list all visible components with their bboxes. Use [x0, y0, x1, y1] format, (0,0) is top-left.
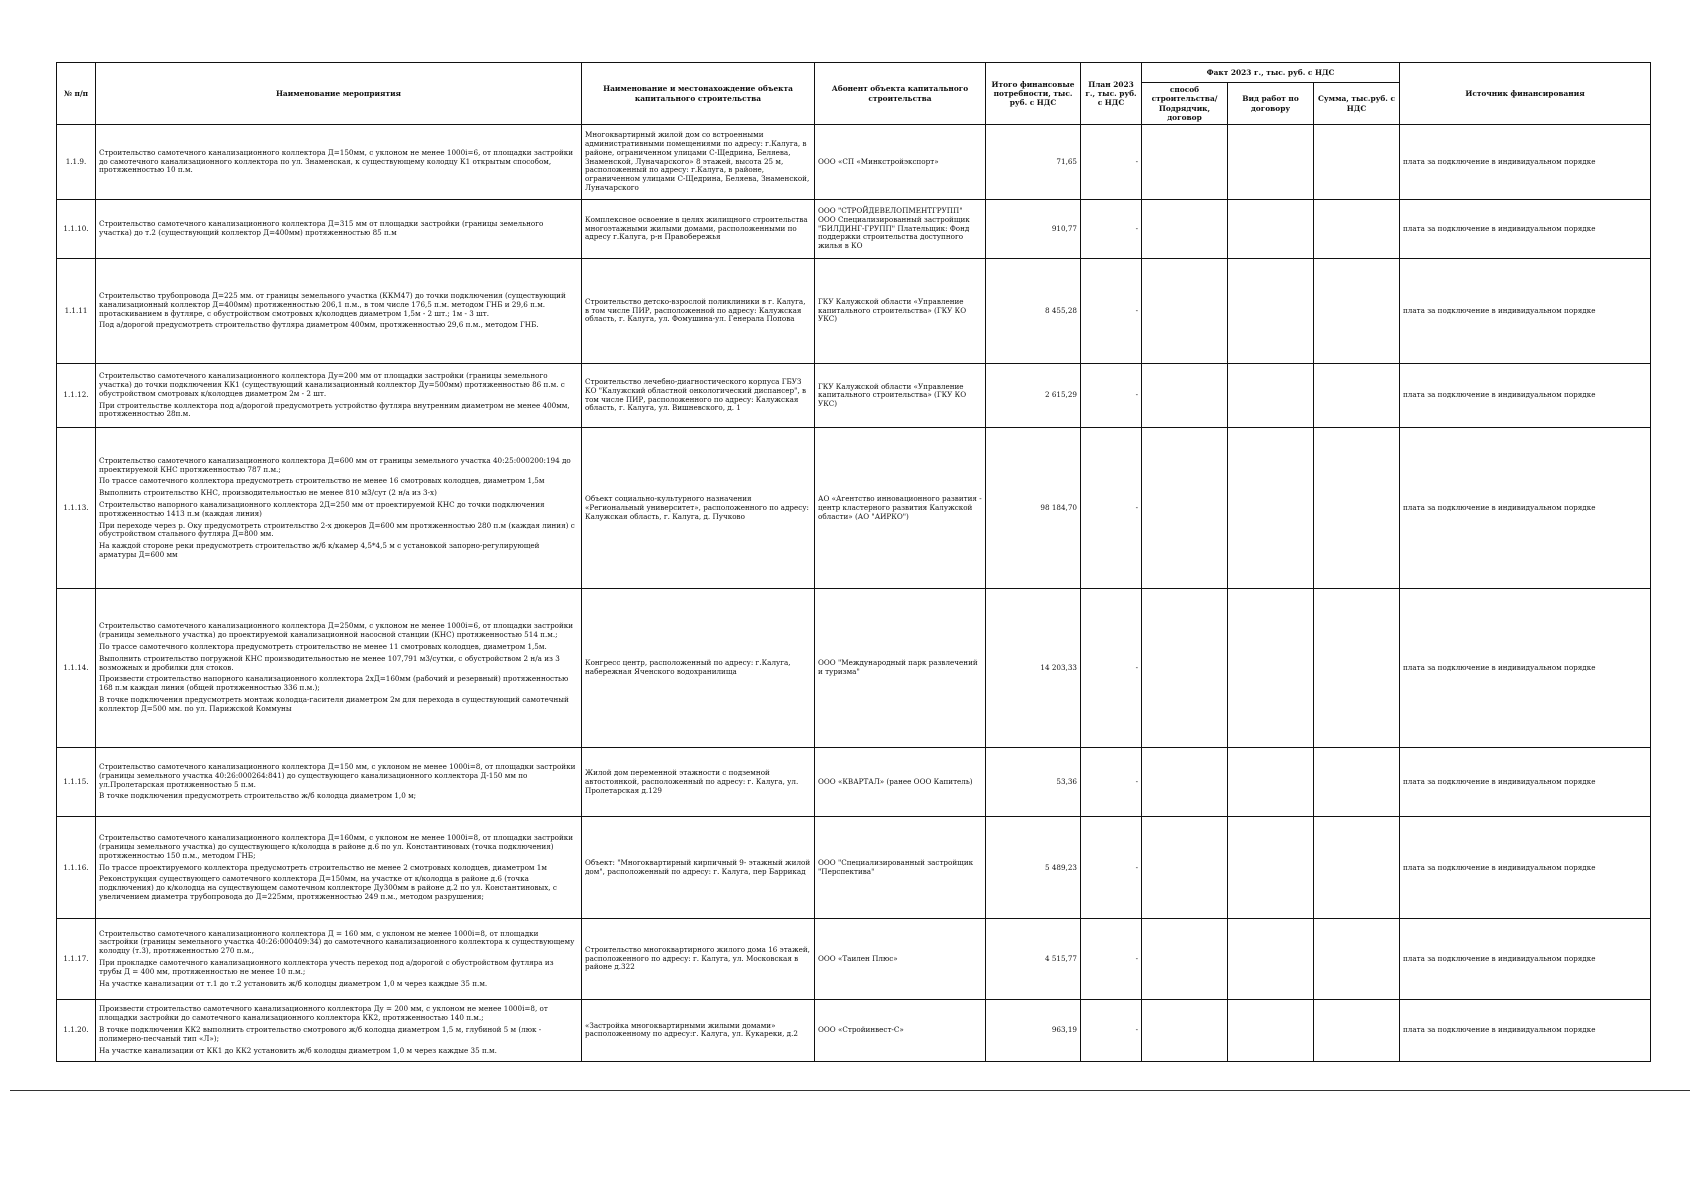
- row-number: 1.1.16.: [57, 817, 96, 919]
- row-source: плата за подключение в индивидуальном порядке: [1400, 919, 1651, 999]
- header-sum: Сумма, тыс.руб. с НДС: [1314, 83, 1400, 125]
- row-plan: -: [1081, 125, 1142, 200]
- row-plan: -: [1081, 428, 1142, 589]
- description-paragraph: По трассе самотечного коллектора предусмотреть строительство не менее 16 смотровых колодцев, диаметром 1,5м: [99, 476, 545, 486]
- row-work-type: [1228, 364, 1314, 428]
- table-row: [57, 817, 1651, 919]
- row-plan: -: [1081, 919, 1142, 999]
- description-paragraph: Строительство самотечного канализационного коллектора Ду=200 мм от площадки застройки (границы земельного участка) до точки подключения КК1 (существующий канализационный коллектор Ду=500мм) протяженностью 86 п.м. с обустройством смотровых к/колодцев диаметром 2м - 2 шт.: [99, 371, 565, 398]
- row-total: 2 615,29: [986, 364, 1081, 428]
- row-number: 1.1.11: [57, 258, 96, 363]
- header-source: Источник финансирования: [1400, 63, 1651, 125]
- row-sum: [1314, 817, 1400, 919]
- row-description: [96, 589, 582, 748]
- row-plan: -: [1081, 999, 1142, 1061]
- row-subscriber: ООО «Стройинвест-С»: [815, 999, 986, 1061]
- header-total: Итого финансовые потребности, тыс. руб. с НДС: [986, 63, 1081, 125]
- row-subscriber: ГКУ Калужской области «Управление капитального строительства» (ГКУ КО УКС): [815, 258, 986, 363]
- row-work-type: [1228, 919, 1314, 999]
- row-number: 1.1.9.: [57, 125, 96, 200]
- description-paragraph: На участке канализации от т.1 до т.2 установить ж/б колодцы диаметром 1,0 м через каждые 35 п.м.: [99, 978, 488, 988]
- row-source: плата за подключение в индивидуальном порядке: [1400, 747, 1651, 817]
- description-paragraph: Строительство самотечного канализационного коллектора Д=150мм, с уклоном не менее 1000i=6, от площадки застройки до самотечного канализационного коллектора по ул. Знаменская, к существующему колодцу К1 открытым способом, протяженностью 10 п.м.: [99, 147, 574, 175]
- header-fact-group: Факт 2023 г., тыс. руб. с НДС: [1142, 63, 1400, 83]
- description-paragraph: Строительство самотечного канализационного коллектора Д=150 мм, с уклоном не менее 1000i=8, от площадки застройки (границы земельного участка 40:26:000264:841) до существующего канализационного коллектора Д-150 мм по ул.Пролетарская протяженностью 5 п.м.: [99, 762, 576, 789]
- description-paragraph: Выполнить строительство погружной КНС производительностью не менее 107,791 м3/сутки, с обустройством 2 н/а из 3 возможных и дробилки для стоков.: [99, 653, 560, 672]
- description-paragraph: Строительство самотечного канализационного коллектора Д=315 мм от площадки застройки (границы земельного участка) до т.2 (существующий коллектор Д=400мм) протяженностью 85 п.м: [99, 219, 544, 237]
- row-source: плата за подключение в индивидуальном порядке: [1400, 364, 1651, 428]
- row-object: Комплексное освоение в целях жилищного строительства многоэтажными жилыми домами, расположенными по адресу г.Калуга, р-н Правобережья: [582, 200, 815, 259]
- row-description: [96, 428, 582, 589]
- row-method: [1142, 919, 1228, 999]
- description-paragraph: Произвести строительство напорного канализационного коллектора 2хД=160мм (рабочий и резервный) протяженностью 168 п.м каждая линия (общей протяженностью 336 п.м.);: [99, 674, 569, 693]
- row-source: плата за подключение в индивидуальном порядке: [1400, 428, 1651, 589]
- row-total: 963,19: [986, 999, 1081, 1061]
- row-sum: [1314, 258, 1400, 363]
- header-object: Наименование и местонахождение объекта капитального строительства: [582, 63, 815, 125]
- row-method: [1142, 817, 1228, 919]
- row-work-type: [1228, 428, 1314, 589]
- row-method: [1142, 428, 1228, 589]
- description-paragraph: В точке подключения предусмотреть строительство ж/б колодца диаметром 1,0 м;: [99, 791, 417, 801]
- row-number: 1.1.10.: [57, 200, 96, 259]
- table-row: [57, 258, 1651, 363]
- row-total: 98 184,70: [986, 428, 1081, 589]
- row-sum: [1314, 364, 1400, 428]
- row-description: [96, 200, 582, 259]
- row-number: 1.1.12.: [57, 364, 96, 428]
- row-number: 1.1.15.: [57, 747, 96, 817]
- row-subscriber: ООО «КВАРТАЛ» (ранее ООО Капитель): [815, 747, 986, 817]
- description-paragraph: Строительство самотечного канализационного коллектора Д=160мм, с уклоном не менее 1000i=8, от площадки застройки (границы земельного участка) до существующего к/колодца в районе д.6 по ул. Константиновых (точка подключения) протяженностью 150 п.м., методом ГНБ;: [99, 833, 574, 860]
- description-paragraph: На каждой стороне реки предусмотреть строительство ж/б к/камер 4,5*4,5 м с установкой запорно-регулирующей арматуры Д=600 мм: [99, 541, 540, 559]
- table-row: [57, 589, 1651, 748]
- row-object: Объект: "Многоквартирный кирпичный 9- этажный жилой дом", расположенный по адресу: г. Калуга, пер Баррикад: [582, 817, 815, 919]
- header-plan: План 2023 г., тыс. руб. с НДС: [1081, 63, 1142, 125]
- row-plan: -: [1081, 817, 1142, 919]
- row-sum: [1314, 200, 1400, 259]
- description-paragraph: Реконструкция существующего самотечного коллектора Д=150мм, на участке от к/колодца в районе д.6 (точка подключения) до к/колодца на существующем самотечном коллекторе Ду300мм в районе д.2 по ул. Константиновых, с увеличением диаметра трубопровода до Д=225мм, протяженностью 249 п.м., методом разрушения;: [99, 874, 557, 901]
- row-work-type: [1228, 999, 1314, 1061]
- description-paragraph: Под а/дорогой предусмотреть строительство футляра диаметром 400мм, протяженностью 29,6 п.м., методом ГНБ.: [99, 320, 539, 330]
- description-paragraph: Строительство напорного канализационного коллектора 2Д=250 мм от проектируемой КНС до точки подключения протяженностью 1413 п.м (каждая линия): [99, 499, 545, 518]
- row-source: плата за подключение в индивидуальном порядке: [1400, 258, 1651, 363]
- row-method: [1142, 200, 1228, 259]
- row-work-type: [1228, 258, 1314, 363]
- row-plan: -: [1081, 200, 1142, 259]
- row-description: [96, 919, 582, 999]
- row-object: Объект социально-культурного назначения «Региональный университет», расположенного по адресу: Калужская область, г. Калуга, д. Пучково: [582, 428, 815, 589]
- description-paragraph: Строительство трубопровода Д=225 мм. от границы земельного участка (ККМ47) до точки подключения (существующий канализационный коллектор Д=400мм) протяженностью 206,1 п.м., в том числе 176,5 п.м. методом ГНБ и 29,6 п.м. протаскиванием в футляре, с обустройством смотровых к/колодцев диаметром 1,5м - 2 шт.; 1м - 3 шт.: [99, 290, 566, 318]
- row-work-type: [1228, 817, 1314, 919]
- header-subscriber: Абонент объекта капитального строительства: [815, 63, 986, 125]
- header-row-1: [57, 63, 1651, 83]
- description-paragraph: Выполнить строительство КНС, производительностью не менее 810 м3/сут (2 н/а из 3-х): [99, 488, 437, 498]
- row-total: 910,77: [986, 200, 1081, 259]
- row-sum: [1314, 919, 1400, 999]
- row-description: [96, 125, 582, 200]
- row-plan: -: [1081, 589, 1142, 748]
- row-object: Конгресс центр, расположенный по адресу: г.Калуга, набережная Яченского водохранилища: [582, 589, 815, 748]
- row-number: 1.1.17.: [57, 919, 96, 999]
- row-work-type: [1228, 200, 1314, 259]
- row-sum: [1314, 125, 1400, 200]
- row-sum: [1314, 747, 1400, 817]
- row-method: [1142, 125, 1228, 200]
- description-paragraph: В точке подключения КК2 выполнить строительство смотрового ж/б колодца диаметром 1,5 м, глубиной 5 м (люк - полимерно-песчаный тип «Л»);: [99, 1024, 542, 1043]
- row-sum: [1314, 999, 1400, 1061]
- row-subscriber: АО «Агентство инновационного развития - центр кластерного развития Калужской области» (АО "АИРКО"): [815, 428, 986, 589]
- row-source: плата за подключение в индивидуальном порядке: [1400, 817, 1651, 919]
- row-object: Многоквартирный жилой дом со встроенными административными помещениями по адресу: г.Калуга, в районе, ограниченном улицами С-Щедрина, Беляева, Знаменской, Луначарского» 8 этажей, высота 25 м, расположенный по адресу: г.Калуга, в районе, ограниченном улицами С-Щедрина, Беляева, Знаменской, Луначарского: [582, 125, 815, 200]
- table-row: [57, 428, 1651, 589]
- row-work-type: [1228, 747, 1314, 817]
- row-sum: [1314, 589, 1400, 748]
- row-object: Строительство многоквартирного жилого дома 16 этажей, расположенного по адресу: г. Калуга, ул. Московская в районе д.322: [582, 919, 815, 999]
- table-row: [57, 125, 1651, 200]
- description-paragraph: По трассе самотечного коллектора предусмотреть строительство не менее 11 смотровых колодцев, диаметром 1,5м.: [99, 642, 547, 652]
- row-number: 1.1.20.: [57, 999, 96, 1061]
- description-paragraph: Произвести строительство самотечного канализационного коллектора Ду = 200 мм, с уклоном не менее 1000i=8, от площадки застройки до самотечного канализационного коллектора КК2, протяженностью 140 п.м.;: [99, 1004, 548, 1023]
- row-work-type: [1228, 125, 1314, 200]
- description-paragraph: Строительство самотечного канализационного коллектора Д=600 мм от границы земельного участка 40:25:000200:194 до проектируемой КНС протяженностью 787 п.м.;: [99, 455, 571, 474]
- row-description: [96, 364, 582, 428]
- row-method: [1142, 747, 1228, 817]
- row-total: 4 515,77: [986, 919, 1081, 999]
- description-paragraph: На участке канализации от КК1 до КК2 установить ж/б колодцы диаметром 1,0 м через каждые 35 п.м.: [99, 1045, 497, 1055]
- description-paragraph: По трассе проектируемого коллектора предусмотреть строительство не менее 2 смотровых колодцев, диаметром 1м: [99, 862, 547, 872]
- description-paragraph: Строительство самотечного канализационного коллектора Д = 160 мм, с уклоном не менее 1000i=8, от площадки застройки (границы земельного участка 40:26:000409:34) до самотечного канализационного коллектора к существующему колодцу (т.3), протяженностью 270 п.м.,: [99, 928, 575, 956]
- row-number: 1.1.14.: [57, 589, 96, 748]
- row-sum: [1314, 428, 1400, 589]
- row-total: 71,65: [986, 125, 1081, 200]
- row-description: [96, 747, 582, 817]
- header-method: способ строительства/ Подрядчик, договор: [1142, 83, 1228, 125]
- header-work-type: Вид работ по договору: [1228, 83, 1314, 125]
- row-source: плата за подключение в индивидуальном порядке: [1400, 589, 1651, 748]
- description-paragraph: Строительство самотечного канализационного коллектора Д=250мм, с уклоном не менее 1000i=6, от площадки застройки (границы земельного участка) до проектируемой канализационной насосной станции (КНС) протяженностью 514 п.м.;: [99, 621, 574, 640]
- investment-program-table: [56, 62, 1651, 1062]
- row-object: Жилой дом переменной этажности с подземной автостоянкой, расположенный по адресу: г. Калуга, ул. Пролетарская д.129: [582, 747, 815, 817]
- table-body: [57, 125, 1651, 1062]
- row-method: [1142, 589, 1228, 748]
- description-paragraph: В точке подключения предусмотреть монтаж колодца-гасителя диаметром 2м для перехода в существующий самотечный коллектор Д=500 мм. по ул. Парижской Коммуны: [99, 694, 569, 713]
- row-object: Строительство лечебно-диагностического корпуса ГБУЗ КО "Калужский областной онкологический диспансер", в том числе ПИР, расположенного по адресу: Калужская область, г. Калуга, ул. Вишневского, д. 1: [582, 364, 815, 428]
- row-method: [1142, 999, 1228, 1061]
- row-subscriber: ООО "Специализированный застройщик "Перспектива": [815, 817, 986, 919]
- row-description: [96, 999, 582, 1061]
- row-plan: -: [1081, 747, 1142, 817]
- row-plan: -: [1081, 258, 1142, 363]
- row-subscriber: ГКУ Калужской области «Управление капитального строительства» (ГКУ КО УКС): [815, 364, 986, 428]
- row-plan: -: [1081, 364, 1142, 428]
- row-object: Строительство детско-взрослой поликлиники в г. Калуга, в том числе ПИР, расположенной по адресу: Калужская область, г. Калуга, ул. Фомушина-ул. Генерала Попова: [582, 258, 815, 363]
- row-subscriber: ООО «СП «Минкстройэкспорт»: [815, 125, 986, 200]
- header-name: Наименование мероприятия: [96, 63, 582, 125]
- row-method: [1142, 258, 1228, 363]
- row-total: 8 455,28: [986, 258, 1081, 363]
- row-work-type: [1228, 589, 1314, 748]
- row-method: [1142, 364, 1228, 428]
- description-paragraph: При прокладке самотечного канализационного коллектора учесть переход под а/дорогой с обустройством футляра из трубы Д = 400 мм, протяженностью не менее 10 п.м.;: [99, 958, 554, 976]
- table-row: [57, 364, 1651, 428]
- header-num: № п/п: [57, 63, 96, 125]
- table-row: [57, 919, 1651, 999]
- row-source: плата за подключение в индивидуальном порядке: [1400, 125, 1651, 200]
- table-row: [57, 200, 1651, 259]
- row-source: плата за подключение в индивидуальном порядке: [1400, 200, 1651, 259]
- row-subscriber: ООО "Международный парк развлечений и туризма": [815, 589, 986, 748]
- row-description: [96, 258, 582, 363]
- row-number: 1.1.13.: [57, 428, 96, 589]
- description-paragraph: При строительстве коллектора под а/дорогой предусмотреть устройство футляра внутренним диаметром не менее 400мм, протяженностью 28п.м.: [99, 400, 570, 419]
- row-total: 14 203,33: [986, 589, 1081, 748]
- row-subscriber: ООО «Таилен Плюс»: [815, 919, 986, 999]
- row-object: «Застройка многоквартирными жилыми домами» расположенному по адресу:г. Калуга, ул. Кукареки, д.2: [582, 999, 815, 1061]
- table-row: [57, 999, 1651, 1061]
- description-paragraph: При переходе через р. Оку предусмотреть строительство 2-х дюкеров Д=600 мм протяженностью 280 п.м (каждая линия) с обустройством стального футляра Д=800 мм.: [99, 520, 575, 539]
- row-total: 53,36: [986, 747, 1081, 817]
- table-row: [57, 747, 1651, 817]
- row-total: 5 489,23: [986, 817, 1081, 919]
- row-subscriber: ООО "СТРОЙДЕВЕЛОПМЕНТГРУПП" ООО Специализированный застройщик "БИЛДИНГ-ГРУПП" Плательщик: Фонд поддержки строительства доступного жилья в КО: [815, 200, 986, 259]
- page-bottom-rule: [10, 1090, 1690, 1091]
- row-description: [96, 817, 582, 919]
- row-source: плата за подключение в индивидуальном порядке: [1400, 999, 1651, 1061]
